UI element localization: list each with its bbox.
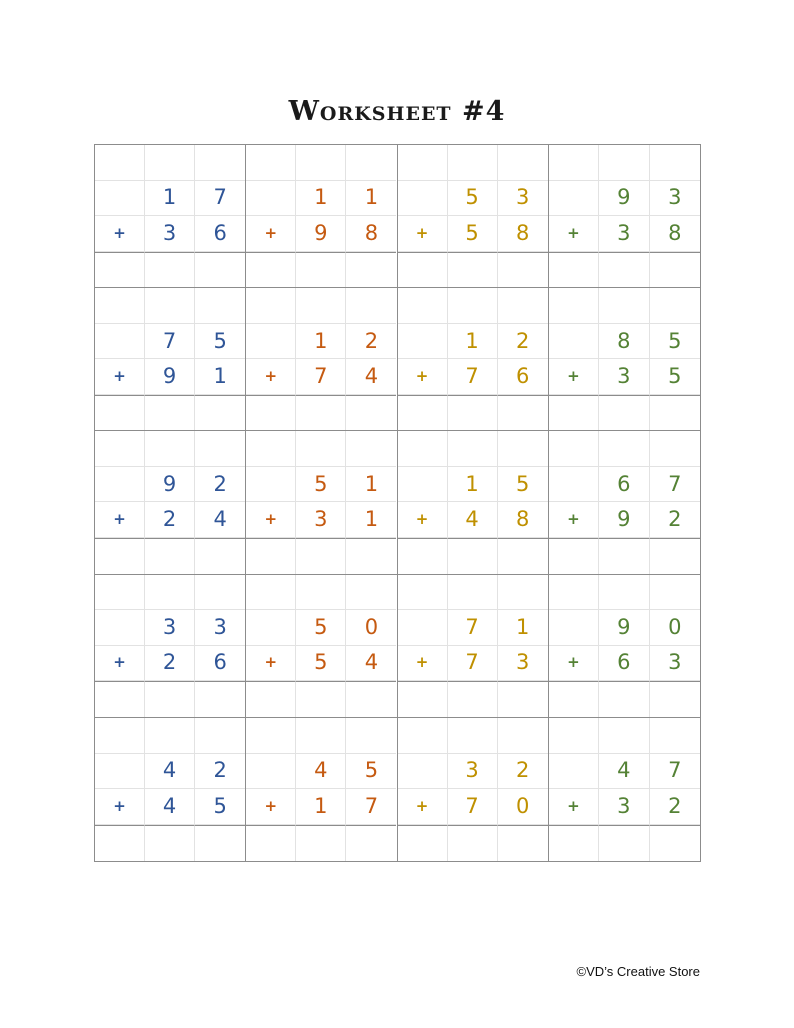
blank-cell <box>398 324 448 360</box>
blank-cell <box>398 718 448 754</box>
ones-digit: 2 <box>650 502 700 538</box>
plus-sign: + <box>95 216 145 252</box>
answer-cell <box>498 395 548 431</box>
blank-cell <box>95 575 145 611</box>
ones-digit: 0 <box>346 610 396 646</box>
blank-cell <box>346 145 396 181</box>
blank-cell <box>195 145 245 181</box>
tens-digit: 4 <box>145 789 195 825</box>
answer-cell <box>296 825 346 861</box>
ones-digit: 5 <box>346 754 396 790</box>
blank-cell <box>296 145 346 181</box>
blank-cell <box>346 575 396 611</box>
plus-sign: + <box>246 216 296 252</box>
tens-digit: 7 <box>145 324 195 360</box>
blank-cell <box>549 575 599 611</box>
tens-digit: 5 <box>296 467 346 503</box>
blank-cell <box>398 431 448 467</box>
tens-digit: 9 <box>599 610 649 646</box>
blank-cell <box>398 610 448 646</box>
blank-cell <box>145 431 195 467</box>
tens-digit: 9 <box>296 216 346 252</box>
ones-digit: 7 <box>650 754 700 790</box>
tens-digit: 1 <box>448 324 498 360</box>
tens-digit: 7 <box>448 359 498 395</box>
addition-problem <box>246 575 397 718</box>
blank-cell <box>296 288 346 324</box>
addition-problem <box>398 431 549 574</box>
ones-digit: 1 <box>346 467 396 503</box>
tens-digit: 7 <box>448 789 498 825</box>
ones-digit: 7 <box>346 789 396 825</box>
ones-digit: 6 <box>195 216 245 252</box>
tens-digit: 3 <box>599 789 649 825</box>
blank-cell <box>398 288 448 324</box>
addition-problem <box>549 288 700 431</box>
tens-digit: 3 <box>296 502 346 538</box>
tens-digit: 9 <box>599 502 649 538</box>
blank-cell <box>498 288 548 324</box>
blank-cell <box>95 718 145 754</box>
answer-cell <box>650 252 700 288</box>
plus-sign: + <box>398 646 448 682</box>
blank-cell <box>549 288 599 324</box>
ones-digit: 3 <box>195 610 245 646</box>
addition-problem <box>95 575 246 718</box>
blank-cell <box>195 718 245 754</box>
plus-sign: + <box>549 502 599 538</box>
blank-cell <box>549 145 599 181</box>
answer-cell <box>599 538 649 574</box>
blank-cell <box>599 431 649 467</box>
answer-cell <box>498 681 548 717</box>
answer-cell <box>650 681 700 717</box>
ones-digit: 8 <box>498 502 548 538</box>
blank-cell <box>650 718 700 754</box>
answer-cell <box>650 538 700 574</box>
plus-sign: + <box>549 359 599 395</box>
ones-digit: 1 <box>346 181 396 217</box>
ones-digit: 2 <box>650 789 700 825</box>
addition-problem <box>398 145 549 288</box>
answer-cell <box>599 252 649 288</box>
addition-problem <box>549 718 700 861</box>
tens-digit: 3 <box>145 216 195 252</box>
ones-digit: 0 <box>498 789 548 825</box>
plus-sign: + <box>246 502 296 538</box>
ones-digit: 2 <box>346 324 396 360</box>
answer-cell <box>95 681 145 717</box>
ones-digit: 2 <box>195 467 245 503</box>
answer-cell <box>599 825 649 861</box>
answer-cell <box>95 538 145 574</box>
blank-cell <box>346 718 396 754</box>
plus-sign: + <box>398 216 448 252</box>
ones-digit: 3 <box>498 646 548 682</box>
blank-cell <box>246 181 296 217</box>
plus-sign: + <box>549 216 599 252</box>
ones-digit: 8 <box>498 216 548 252</box>
answer-cell <box>498 252 548 288</box>
blank-cell <box>448 145 498 181</box>
addition-problem <box>549 431 700 574</box>
blank-cell <box>549 718 599 754</box>
tens-digit: 5 <box>296 646 346 682</box>
ones-digit: 5 <box>498 467 548 503</box>
tens-digit: 8 <box>599 324 649 360</box>
addition-problem <box>95 718 246 861</box>
blank-cell <box>398 181 448 217</box>
answer-cell <box>448 395 498 431</box>
addition-problem <box>95 288 246 431</box>
blank-cell <box>195 431 245 467</box>
answer-cell <box>549 681 599 717</box>
blank-cell <box>195 575 245 611</box>
ones-digit: 2 <box>498 324 548 360</box>
answer-cell <box>599 681 649 717</box>
ones-digit: 4 <box>346 359 396 395</box>
answer-cell <box>448 825 498 861</box>
answer-cell <box>549 825 599 861</box>
tens-digit: 3 <box>599 359 649 395</box>
answer-cell <box>448 252 498 288</box>
ones-digit: 5 <box>195 789 245 825</box>
ones-digit: 3 <box>498 181 548 217</box>
tens-digit: 4 <box>145 754 195 790</box>
tens-digit: 1 <box>296 324 346 360</box>
answer-cell <box>346 395 396 431</box>
answer-cell <box>346 825 396 861</box>
plus-sign: + <box>549 646 599 682</box>
ones-digit: 5 <box>195 324 245 360</box>
ones-digit: 7 <box>650 467 700 503</box>
blank-cell <box>498 431 548 467</box>
answer-cell <box>346 252 396 288</box>
addition-problem <box>246 288 397 431</box>
blank-cell <box>95 431 145 467</box>
addition-problem <box>95 431 246 574</box>
blank-cell <box>296 431 346 467</box>
ones-digit: 1 <box>195 359 245 395</box>
tens-digit: 1 <box>296 181 346 217</box>
answer-cell <box>195 681 245 717</box>
blank-cell <box>346 431 396 467</box>
answer-cell <box>549 538 599 574</box>
blank-cell <box>246 754 296 790</box>
answer-cell <box>246 538 296 574</box>
ones-digit: 2 <box>195 754 245 790</box>
copyright-footer: ©VD’s Creative Store <box>576 964 700 979</box>
plus-sign: + <box>95 502 145 538</box>
blank-cell <box>498 145 548 181</box>
answer-cell <box>296 681 346 717</box>
ones-digit: 6 <box>195 646 245 682</box>
plus-sign: + <box>246 789 296 825</box>
plus-sign: + <box>95 789 145 825</box>
blank-cell <box>549 467 599 503</box>
answer-cell <box>145 395 195 431</box>
blank-cell <box>650 575 700 611</box>
answer-cell <box>398 825 448 861</box>
plus-sign: + <box>246 646 296 682</box>
answer-cell <box>296 395 346 431</box>
answer-cell <box>246 681 296 717</box>
ones-digit: 8 <box>346 216 396 252</box>
answer-cell <box>246 395 296 431</box>
ones-digit: 6 <box>498 359 548 395</box>
blank-cell <box>246 324 296 360</box>
answer-cell <box>398 538 448 574</box>
answer-cell <box>296 538 346 574</box>
tens-digit: 3 <box>448 754 498 790</box>
ones-digit: 0 <box>650 610 700 646</box>
answer-cell <box>398 252 448 288</box>
plus-sign: + <box>95 359 145 395</box>
answer-cell <box>650 825 700 861</box>
answer-cell <box>398 681 448 717</box>
tens-digit: 3 <box>145 610 195 646</box>
blank-cell <box>498 718 548 754</box>
plus-sign: + <box>549 789 599 825</box>
tens-digit: 7 <box>296 359 346 395</box>
blank-cell <box>549 754 599 790</box>
blank-cell <box>398 754 448 790</box>
ones-digit: 1 <box>346 502 396 538</box>
blank-cell <box>145 145 195 181</box>
blank-cell <box>448 431 498 467</box>
blank-cell <box>346 288 396 324</box>
tens-digit: 5 <box>296 610 346 646</box>
ones-digit: 4 <box>346 646 396 682</box>
answer-cell <box>549 252 599 288</box>
blank-cell <box>599 718 649 754</box>
tens-digit: 2 <box>145 502 195 538</box>
answer-cell <box>145 252 195 288</box>
blank-cell <box>145 575 195 611</box>
blank-cell <box>448 718 498 754</box>
tens-digit: 5 <box>448 181 498 217</box>
ones-digit: 3 <box>650 181 700 217</box>
tens-digit: 4 <box>599 754 649 790</box>
blank-cell <box>448 575 498 611</box>
blank-cell <box>650 431 700 467</box>
tens-digit: 4 <box>296 754 346 790</box>
ones-digit: 3 <box>650 646 700 682</box>
blank-cell <box>95 467 145 503</box>
tens-digit: 5 <box>448 216 498 252</box>
plus-sign: + <box>398 502 448 538</box>
blank-cell <box>549 181 599 217</box>
plus-sign: + <box>95 646 145 682</box>
blank-cell <box>246 575 296 611</box>
tens-digit: 4 <box>448 502 498 538</box>
answer-cell <box>448 681 498 717</box>
answer-cell <box>296 252 346 288</box>
plus-sign: + <box>398 789 448 825</box>
answer-cell <box>346 681 396 717</box>
blank-cell <box>195 288 245 324</box>
blank-cell <box>599 145 649 181</box>
tens-digit: 2 <box>145 646 195 682</box>
blank-cell <box>95 324 145 360</box>
answer-cell <box>145 825 195 861</box>
answer-cell <box>195 538 245 574</box>
tens-digit: 6 <box>599 467 649 503</box>
blank-cell <box>296 575 346 611</box>
blank-cell <box>498 575 548 611</box>
answer-cell <box>145 538 195 574</box>
answer-cell <box>448 538 498 574</box>
answer-cell <box>599 395 649 431</box>
tens-digit: 9 <box>145 467 195 503</box>
addition-problem <box>549 145 700 288</box>
blank-cell <box>95 181 145 217</box>
addition-problem <box>246 718 397 861</box>
answer-cell <box>95 252 145 288</box>
blank-cell <box>246 718 296 754</box>
answer-cell <box>195 825 245 861</box>
answer-cell <box>398 395 448 431</box>
tens-digit: 1 <box>448 467 498 503</box>
blank-cell <box>246 610 296 646</box>
blank-cell <box>296 718 346 754</box>
answer-cell <box>650 395 700 431</box>
blank-cell <box>599 575 649 611</box>
blank-cell <box>95 145 145 181</box>
answer-cell <box>195 252 245 288</box>
addition-problem <box>398 288 549 431</box>
answer-cell <box>549 395 599 431</box>
blank-cell <box>95 754 145 790</box>
answer-cell <box>498 538 548 574</box>
answer-cell <box>95 825 145 861</box>
tens-digit: 9 <box>599 181 649 217</box>
addition-problem <box>246 431 397 574</box>
blank-cell <box>95 288 145 324</box>
blank-cell <box>246 467 296 503</box>
blank-cell <box>145 718 195 754</box>
tens-digit: 1 <box>145 181 195 217</box>
blank-cell <box>145 288 195 324</box>
ones-digit: 5 <box>650 359 700 395</box>
answer-cell <box>145 681 195 717</box>
answer-cell <box>498 825 548 861</box>
answer-cell <box>246 252 296 288</box>
blank-cell <box>599 288 649 324</box>
answer-cell <box>246 825 296 861</box>
tens-digit: 9 <box>145 359 195 395</box>
ones-digit: 1 <box>498 610 548 646</box>
addition-problem <box>246 145 397 288</box>
blank-cell <box>650 288 700 324</box>
worksheet-title: Worksheet #4 <box>288 96 506 127</box>
ones-digit: 8 <box>650 216 700 252</box>
blank-cell <box>398 145 448 181</box>
ones-digit: 7 <box>195 181 245 217</box>
addition-problem <box>95 145 246 288</box>
addition-problem <box>398 575 549 718</box>
tens-digit: 6 <box>599 646 649 682</box>
blank-cell <box>448 288 498 324</box>
blank-cell <box>549 610 599 646</box>
tens-digit: 1 <box>296 789 346 825</box>
blank-cell <box>549 431 599 467</box>
ones-digit: 5 <box>650 324 700 360</box>
blank-cell <box>398 575 448 611</box>
answer-cell <box>195 395 245 431</box>
answer-cell <box>95 395 145 431</box>
answer-cell <box>346 538 396 574</box>
addition-problem <box>549 575 700 718</box>
ones-digit: 2 <box>498 754 548 790</box>
blank-cell <box>95 610 145 646</box>
blank-cell <box>549 324 599 360</box>
blank-cell <box>246 288 296 324</box>
blank-cell <box>246 431 296 467</box>
plus-sign: + <box>246 359 296 395</box>
blank-cell <box>246 145 296 181</box>
problem-grid <box>94 144 701 862</box>
ones-digit: 4 <box>195 502 245 538</box>
addition-problem <box>398 718 549 861</box>
tens-digit: 7 <box>448 646 498 682</box>
plus-sign: + <box>398 359 448 395</box>
blank-cell <box>650 145 700 181</box>
tens-digit: 7 <box>448 610 498 646</box>
tens-digit: 3 <box>599 216 649 252</box>
blank-cell <box>398 467 448 503</box>
